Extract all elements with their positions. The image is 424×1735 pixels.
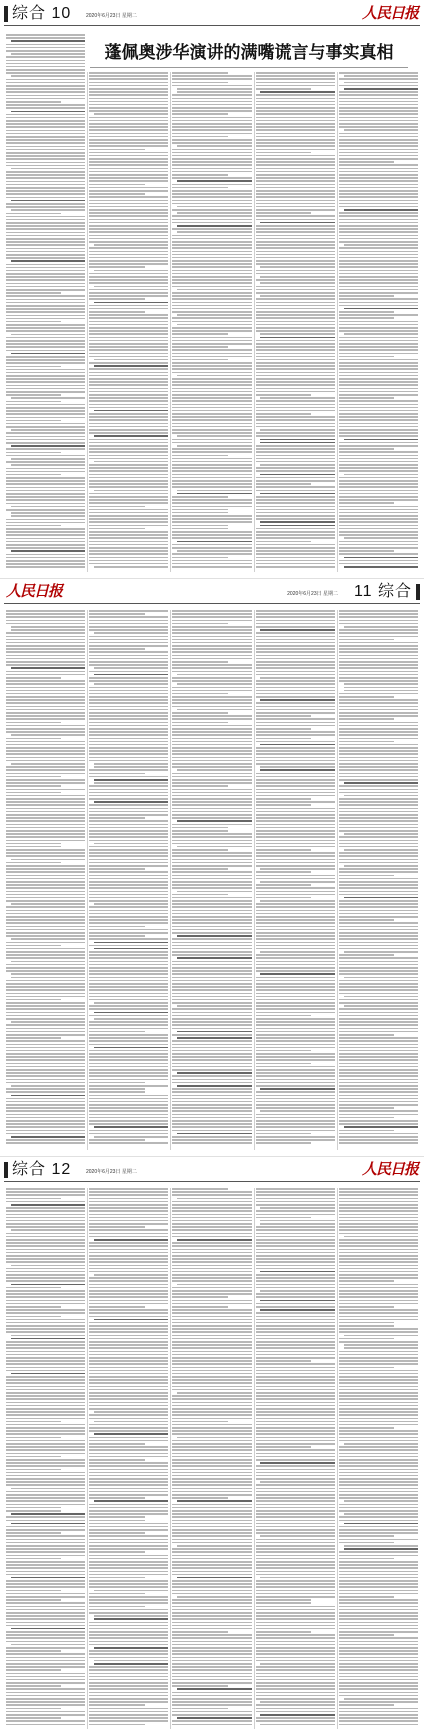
newspaper-page-12 [0,1156,424,1735]
page-header [4,582,420,604]
column-rule [87,1188,88,1729]
text-column [6,1188,85,1729]
column-rule [170,610,171,1150]
header-rule [4,1181,420,1182]
header-rule [4,25,420,26]
page-separator [0,578,424,579]
issue-date: 2020年6月23日 星期二 [287,591,338,597]
newspaper-page-10 [0,0,424,578]
section-name: 11 综合 [353,583,412,600]
text-column [172,610,251,1150]
column-rule [170,72,171,572]
masthead-logo: 人民日报 [361,1162,418,1178]
text-column [6,610,85,1150]
column-rule [337,72,338,572]
text-column [256,610,335,1150]
column-rule [170,1188,171,1729]
text-column [256,1188,335,1729]
section-name: 综合 10 [12,5,72,22]
section-bar [4,6,8,22]
column-rule [254,72,255,572]
section-bar [416,584,420,600]
page-header [4,4,420,26]
text-column [172,1188,251,1729]
header-rule [4,603,420,604]
text-column [89,1188,168,1729]
text-column [172,72,251,572]
column-rule [337,610,338,1150]
text-column [339,610,418,1150]
text-column [6,34,85,572]
column-rule [87,610,88,1150]
masthead-logo: 人民日报 [361,6,418,22]
column-rule [254,1188,255,1729]
page-header [4,1160,420,1182]
text-column [256,72,335,572]
section-name: 综合 12 [12,1161,72,1178]
column-rule [337,1188,338,1729]
headline-rule [90,67,408,68]
page-separator [0,1156,424,1157]
section-bar [4,1162,8,1178]
text-column [339,72,418,572]
masthead-logo: 人民日报 [6,584,63,600]
issue-date: 2020年6月23日 星期二 [86,13,137,19]
text-column [339,1188,418,1729]
issue-date: 2020年6月23日 星期二 [86,1169,137,1175]
text-column [89,610,168,1150]
headline: 蓬佩奥涉华演讲的满嘴谎言与事实真相 [104,43,394,62]
text-column [89,72,168,572]
column-rule [254,610,255,1150]
newspaper-page-11 [0,578,424,1156]
column-rule [87,72,88,572]
